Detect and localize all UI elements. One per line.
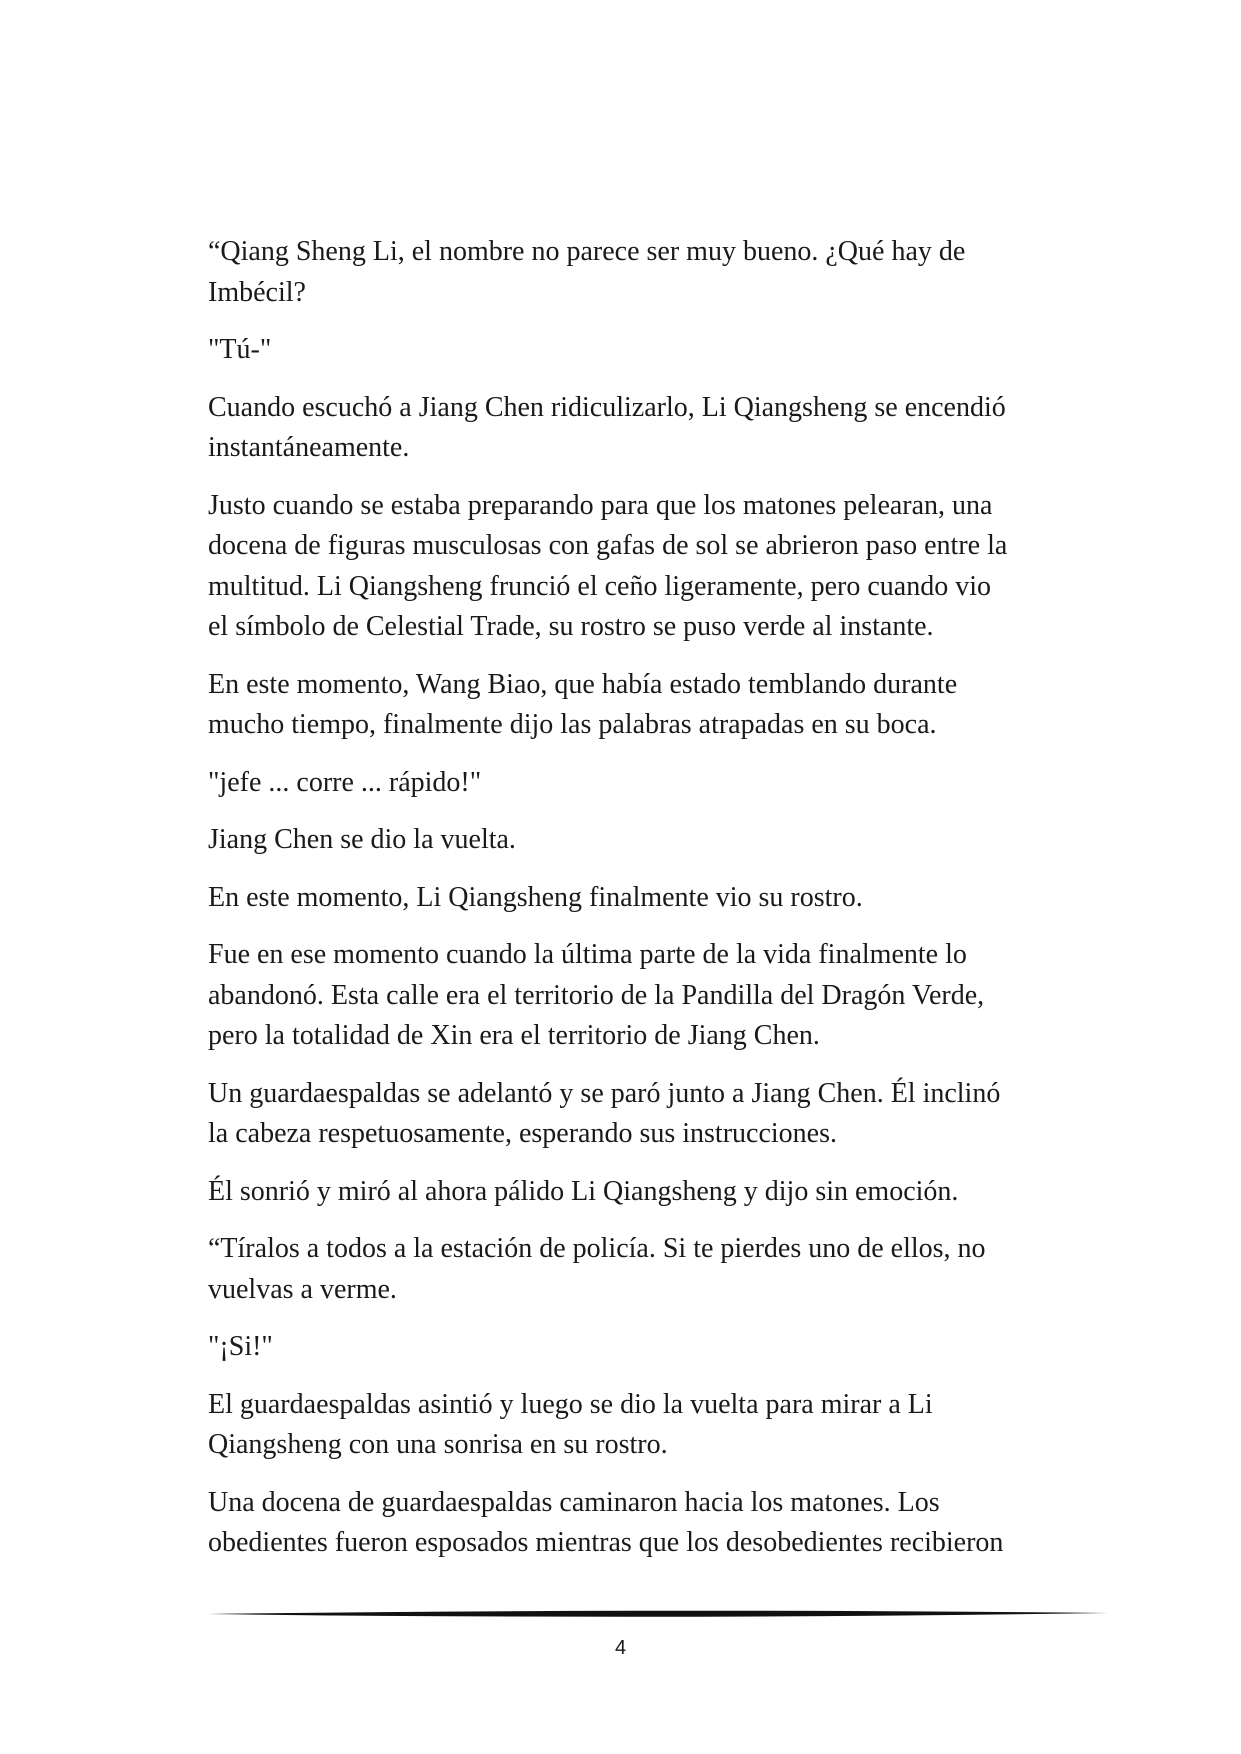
text-line: instantáneamente. [208, 432, 410, 463]
text-line: Cuando escuchó a Jiang Chen ridiculizarlo, Li Qiangsheng se encendió [208, 391, 1006, 423]
paragraph [208, 1172, 1078, 1213]
body-text [208, 232, 1078, 1581]
text-line: docena de figuras musculosas con gafas de sol se abrieron paso entre la [208, 530, 1008, 561]
paragraph [208, 820, 1078, 861]
paragraph [208, 1074, 1078, 1155]
paragraph [208, 878, 1078, 919]
text-line: Un guardaespaldas se adelantó y se paró junto a Jiang Chen. Él inclinó [208, 1077, 1001, 1109]
paragraph [208, 1385, 1078, 1466]
text-line: En este momento, Wang Biao, que había estado temblando durante [208, 668, 958, 700]
paragraph [208, 665, 1078, 746]
text-line: abandonó. Esta calle era el territorio de la Pandilla del Dragón Verde, [208, 979, 985, 1011]
text-line: Él sonrió y miró al ahora pálido Li Qiangsheng y dijo sin emoción. [208, 1175, 959, 1207]
page-number: 4 [614, 1637, 627, 1659]
paragraph [208, 1327, 1078, 1368]
text-line: “Qiang Sheng Li, el nombre no parece ser muy bueno. ¿Qué hay de [208, 236, 966, 267]
footer-rule [208, 1608, 1108, 1620]
paragraph [208, 388, 1078, 469]
paragraph [208, 763, 1078, 804]
text-line: Jiang Chen se dio la vuelta. [208, 824, 516, 855]
paragraph [208, 1483, 1078, 1564]
text-line: obedientes fueron esposados mientras que los desobedientes recibieron [208, 1527, 1004, 1558]
text-line: Justo cuando se estaba preparando para que los matones pelearan, una [208, 489, 993, 521]
paragraph [208, 486, 1078, 648]
text-line: mucho tiempo, finalmente dijo las palabras atrapadas en su boca. [208, 709, 937, 740]
paragraph [208, 935, 1078, 1057]
text-line: pero la totalidad de Xin era el territorio de Jiang Chen. [208, 1020, 820, 1051]
text-line: El guardaespaldas asintió y luego se dio la vuelta para mirar a Li [208, 1388, 933, 1420]
text-line: "jefe ... corre ... rápido!" [208, 766, 482, 798]
text-line: “Tíralos a todos a la estación de policía. Si te pierdes uno de ellos, no [208, 1233, 986, 1264]
text-line: "¡Si!" [208, 1331, 273, 1362]
text-line: Imbécil? [208, 276, 306, 308]
text-line: Qiangsheng con una sonrisa en su rostro. [208, 1429, 668, 1460]
paragraph [208, 330, 1078, 371]
text-line: Fue en ese momento cuando la última parte de la vida finalmente lo [208, 939, 967, 970]
paragraph [208, 232, 1078, 313]
text-line: En este momento, Li Qiangsheng finalmente vio su rostro. [208, 881, 863, 913]
text-line: vuelvas a verme. [208, 1273, 397, 1305]
text-line: multitud. Li Qiangsheng frunció el ceño ligeramente, pero cuando vio [208, 570, 991, 602]
paragraph [208, 1229, 1078, 1310]
text-line: la cabeza respetuosamente, esperando sus instrucciones. [208, 1118, 837, 1149]
text-line: Una docena de guardaespaldas caminaron hacia los matones. Los [208, 1486, 940, 1518]
text-line: el símbolo de Celestial Trade, su rostro se puso verde al instante. [208, 611, 934, 642]
text-line: "Tú-" [208, 334, 272, 365]
